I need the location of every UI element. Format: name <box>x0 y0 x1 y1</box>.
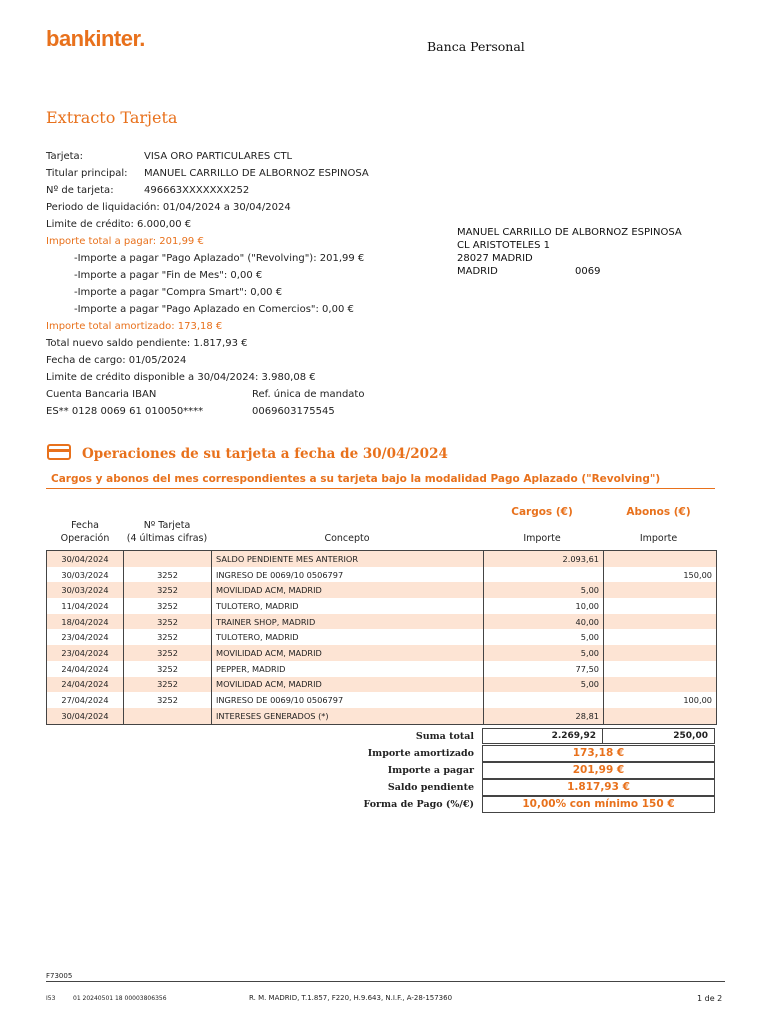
titular-label: Titular principal: <box>46 168 128 179</box>
cell-tarjeta: 3252 <box>124 598 212 614</box>
cell-concepto: MOVILIDAD ACM, MADRID <box>212 677 484 693</box>
bankinter-logo: bankinter. <box>46 26 145 51</box>
footer-registro: R. M. MADRID, T.1.857, F220, H.9.643, N.I.F., A-28-157360 <box>249 994 453 1002</box>
footer-ref-a: I53 <box>46 995 56 1002</box>
limite-disponible: Limite de crédito disponible a 30/04/2024: 3.980,08 € <box>46 372 316 383</box>
cell-tarjeta: 3252 <box>124 677 212 693</box>
cell-concepto: INGRESO DE 0069/10 0506797 <box>212 567 484 583</box>
iban-value: ES** 0128 0069 61 010050**** <box>46 406 204 417</box>
cell-fecha: 23/04/2024 <box>47 645 124 661</box>
cell-abono <box>604 598 717 614</box>
header-fecha <box>46 519 124 545</box>
cell-tarjeta: 3252 <box>124 629 212 645</box>
numero-value: 496663XXXXXXX252 <box>144 185 250 196</box>
importe-amortizado: Importe total amortizado: 173,18 € <box>46 321 223 332</box>
cell-cargo: 5,00 <box>484 677 604 693</box>
cell-concepto: INGRESO DE 0069/10 0506797 <box>212 692 484 708</box>
header-tarjeta-line1: Nº Tarjeta <box>143 520 191 531</box>
cell-tarjeta: 3252 <box>124 645 212 661</box>
section-name: Banca Personal <box>427 39 525 54</box>
subtitle-underline <box>46 488 715 489</box>
summary-label-saldo: Saldo pendiente <box>387 782 474 793</box>
footer-ref-b: 01 20240501 18 00003806356 <box>73 995 167 1002</box>
cell-fecha: 30/04/2024 <box>47 708 124 724</box>
fecha-cargo: Fecha de cargo: 01/05/2024 <box>46 355 187 366</box>
summary-value-amortizado: 173,18 € <box>482 745 715 762</box>
address-block <box>457 226 682 278</box>
cell-concepto: TRAINER SHOP, MADRID <box>212 614 484 630</box>
cell-fecha: 30/03/2024 <box>47 567 124 583</box>
table-row <box>47 582 717 598</box>
cell-abono <box>604 551 717 567</box>
cell-concepto: MOVILIDAD ACM, MADRID <box>212 645 484 661</box>
table-row <box>47 567 717 583</box>
summary-value-saldo: 1.817,93 € <box>482 779 715 796</box>
detalle-compra-smart: -Importe a pagar "Compra Smart": 0,00 € <box>74 287 283 298</box>
detalle-comercios: -Importe a pagar "Pago Aplazado en Comercios": 0,00 € <box>74 304 354 315</box>
summary-label-forma-pago: Forma de Pago (%/€) <box>363 799 474 810</box>
cell-abono <box>604 629 717 645</box>
cell-cargo: 40,00 <box>484 614 604 630</box>
table-row <box>47 629 717 645</box>
cell-tarjeta <box>124 708 212 724</box>
header-cargos: Cargos (€) <box>511 506 573 518</box>
periodo-liquidacion: Periodo de liquidación: 01/04/2024 a 30/04/2024 <box>46 202 291 213</box>
footer-code: F73005 <box>46 972 73 980</box>
table-row <box>47 598 717 614</box>
address-code: 0069 <box>575 266 601 277</box>
cell-abono <box>604 661 717 677</box>
operations-subtitle: Cargos y abonos del mes correspondientes a su tarjeta bajo la modalidad Pago Aplazado ("Revolving") <box>51 473 661 485</box>
operations-table <box>46 550 717 725</box>
address-name: MANUEL CARRILLO DE ALBORNOZ ESPINOSA <box>457 227 682 238</box>
header-fecha-line1: Fecha <box>71 520 99 531</box>
header-importe-cargos: Importe <box>523 533 561 544</box>
cell-tarjeta: 3252 <box>124 661 212 677</box>
cell-fecha: 23/04/2024 <box>47 629 124 645</box>
cell-fecha: 27/04/2024 <box>47 692 124 708</box>
cell-abono <box>604 645 717 661</box>
importe-total-pagar: Importe total a pagar: 201,99 € <box>46 236 204 247</box>
cell-cargo: 77,50 <box>484 661 604 677</box>
summary-value-forma-pago: 10,00% con mínimo 150 € <box>482 796 715 813</box>
cell-tarjeta: 3252 <box>124 692 212 708</box>
detalle-fin-de-mes: -Importe a pagar "Fin de Mes": 0,00 € <box>74 270 263 281</box>
table-row <box>47 661 717 677</box>
summary-value-pagar: 201,99 € <box>482 762 715 779</box>
titular-value: MANUEL CARRILLO DE ALBORNOZ ESPINOSA <box>144 168 369 179</box>
cell-cargo: 10,00 <box>484 598 604 614</box>
cell-tarjeta: 3252 <box>124 614 212 630</box>
header-tarjeta <box>122 519 212 545</box>
cell-cargo: 5,00 <box>484 645 604 661</box>
cell-concepto: TULOTERO, MADRID <box>212 598 484 614</box>
suma-cargos: 2.269,92 <box>482 728 603 744</box>
detalle-revolving: -Importe a pagar "Pago Aplazado" ("Revolving"): 201,99 € <box>74 253 365 264</box>
cell-concepto: TULOTERO, MADRID <box>212 629 484 645</box>
limite-credito: Limite de crédito: 6.000,00 € <box>46 219 192 230</box>
cell-abono <box>604 582 717 598</box>
cell-fecha: 11/04/2024 <box>47 598 124 614</box>
suma-abonos: 250,00 <box>602 728 715 744</box>
cell-fecha: 30/03/2024 <box>47 582 124 598</box>
cell-fecha: 24/04/2024 <box>47 661 124 677</box>
footer-page: 1 de 2 <box>697 994 723 1003</box>
table-row <box>47 551 717 567</box>
mandato-label: Ref. única de mandato <box>252 389 365 400</box>
header-fecha-line2: Operación <box>60 533 110 544</box>
table-row <box>47 614 717 630</box>
address-postal: 28027 MADRID <box>457 253 533 264</box>
header-abonos: Abonos (€) <box>626 506 691 518</box>
cell-fecha: 18/04/2024 <box>47 614 124 630</box>
table-row <box>47 677 717 693</box>
cell-concepto: PEPPER, MADRID <box>212 661 484 677</box>
cell-abono <box>604 677 717 693</box>
table-row <box>47 708 717 724</box>
cell-fecha: 30/04/2024 <box>47 551 124 567</box>
address-city-line <box>457 265 682 278</box>
header-tarjeta-line2: (4 últimas cifras) <box>126 533 208 544</box>
summary-label-amortizado: Importe amortizado <box>367 748 474 759</box>
cell-concepto: SALDO PENDIENTE MES ANTERIOR <box>212 551 484 567</box>
cell-tarjeta: 3252 <box>124 567 212 583</box>
iban-label: Cuenta Bancaria IBAN <box>46 389 157 400</box>
cell-cargo <box>484 692 604 708</box>
cell-concepto: MOVILIDAD ACM, MADRID <box>212 582 484 598</box>
cell-cargo: 5,00 <box>484 629 604 645</box>
cell-concepto: INTERESES GENERADOS (*) <box>212 708 484 724</box>
address-city: MADRID <box>457 266 498 277</box>
cell-cargo <box>484 567 604 583</box>
cell-abono: 150,00 <box>604 567 717 583</box>
tarjeta-label: Tarjeta: <box>46 151 84 162</box>
cell-abono: 100,00 <box>604 692 717 708</box>
suma-total-label: Suma total <box>415 731 474 742</box>
cell-fecha: 24/04/2024 <box>47 677 124 693</box>
mandato-value: 0069603175545 <box>252 406 335 417</box>
nuevo-saldo: Total nuevo saldo pendiente: 1.817,93 € <box>46 338 248 349</box>
numero-label: Nº de tarjeta: <box>46 185 114 196</box>
cell-tarjeta <box>124 551 212 567</box>
address-street: CL ARISTOTELES 1 <box>457 240 551 251</box>
cell-cargo: 28,81 <box>484 708 604 724</box>
cell-tarjeta: 3252 <box>124 582 212 598</box>
summary-label-pagar: Importe a pagar <box>387 765 474 776</box>
tarjeta-value: VISA ORO PARTICULARES CTL <box>144 151 293 162</box>
cell-cargo: 5,00 <box>484 582 604 598</box>
cell-abono <box>604 614 717 630</box>
header-importe-abonos: Importe <box>639 533 678 544</box>
credit-card-icon <box>47 444 71 460</box>
cell-abono <box>604 708 717 724</box>
footer-divider <box>46 981 725 982</box>
cell-cargo: 2.093,61 <box>484 551 604 567</box>
header-concepto: Concepto <box>324 533 370 544</box>
table-row <box>47 645 717 661</box>
operations-title: Operaciones de su tarjeta a fecha de 30/04/2024 <box>82 446 448 462</box>
page-title: Extracto Tarjeta <box>46 108 178 127</box>
table-row <box>47 692 717 708</box>
